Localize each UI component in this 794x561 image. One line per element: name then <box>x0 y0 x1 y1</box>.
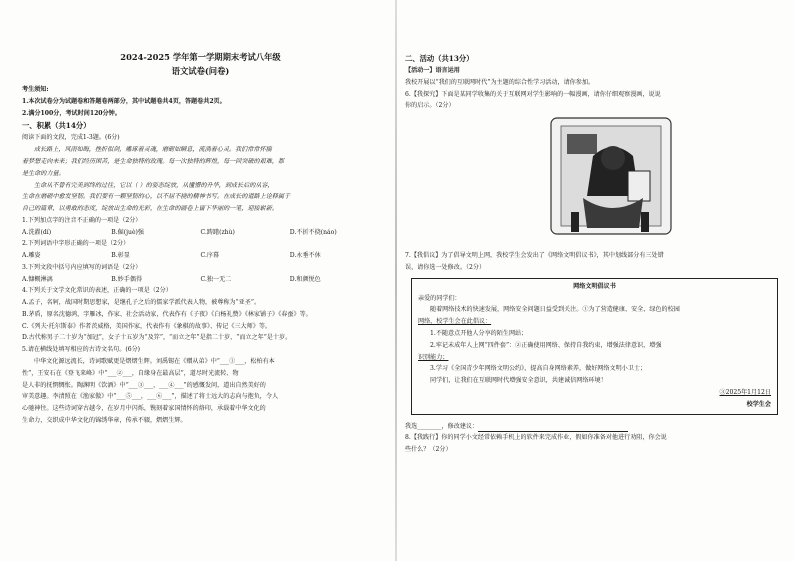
section-heading: 一、积累（共14分） <box>22 121 91 131</box>
question-8: 8.【我践行】你的同学小文经常依赖手机上的软件来完成作业，假如你准备对他进行劝阻，你会说 <box>405 434 667 442</box>
option: A.洗濯(dí) <box>22 228 52 236</box>
proposal-title: 网络文明倡议书 <box>573 282 616 290</box>
option: B.妙手偶得 <box>111 275 143 283</box>
option: A.慷概淋漓 <box>22 275 53 283</box>
question-5-line: 生命力，交织成中华文化的锦绣华章，传承不辍，熠熠生辉。 <box>22 416 187 424</box>
question-3: 3.下列文段中括号内应填写的词语是（2分） <box>22 263 142 271</box>
answer-line <box>405 421 780 433</box>
proposal-box <box>411 278 778 415</box>
option: D.和颜悦色 <box>289 275 321 283</box>
passage-line: 是生命的力量。 <box>22 169 65 177</box>
question-4: 4.下列关于文学文化常识的表述，正确的一项是（2分） <box>22 287 172 295</box>
answer-blank[interactable] <box>478 423 628 432</box>
question-2-options <box>22 250 379 262</box>
question-5-line: 中华文化源远流长，诗词歌赋更是熠熠生辉。刘禹锡在《赠从弟》中“___①___，松柏有本 <box>34 357 275 365</box>
proposal-signature: 校学生会 <box>746 400 771 408</box>
exam-subtitle: 语文试卷(问卷) <box>171 66 230 76</box>
question-8: 些什么？（2分） <box>405 446 452 454</box>
notice-heading: 考生须知: <box>22 86 49 93</box>
section-heading: 二、活动（共13分） <box>405 54 474 63</box>
question-3-options <box>22 274 379 286</box>
question-7: 误，请你选一处修改。（2分） <box>405 263 486 271</box>
question-5-line: 心驰神往。这些诗词穿古越今，在岁月中闪烁，镌刻着家国情怀的烙印，承载着中华文化的 <box>22 405 266 413</box>
option: C.踌躇(zhù) <box>200 228 235 236</box>
option: A.雕姿 <box>22 252 41 260</box>
question-4-option: D.古代称男子二十岁为“加冠”，女子十五岁为“及笄”，“而立之年”是指二十岁，“而立之年”是十岁。 <box>22 334 292 342</box>
option: B.彰显 <box>111 252 130 260</box>
proposal-item: 2.牢记未成年人上网“四件套”：②正确使用网络、保持自我约束，增强法律意识，增强 <box>430 341 662 349</box>
proposal-item: 1.不随意点开他人分享的陌生网站； <box>430 329 528 337</box>
question-5-line: 性”，王安石在《登飞来峰》中“___②___，自缘身在最高层”，道尽时光流转、物 <box>22 369 239 377</box>
question-7: 7.【我倡议】为了倡导文明上网，我校学生会发出了《网络文明倡议书》，其中划线部分有三处错 <box>405 252 664 260</box>
question-6: 6.【我探究】下面是某同学收集的关于互联网对学生影响的一幅漫画，请你仔细观察漫画，说说 <box>405 90 661 98</box>
question-5-line: 审美意趣。李清照在《渔家傲》中“___⑤___，___⑥___”，描述了将士远大的志向与抱负，令人 <box>22 393 279 401</box>
question-4-option: C.《列夫·托尔斯泰》作者茨威格，美国作家，代表作有《象棋的故事》、传记《三大师》等。 <box>22 322 272 330</box>
question-6: 你的启示。（2分） <box>405 102 455 110</box>
question-4-option: A.孟子，名轲，战国时期思想家，是继孔子之后的儒家学派代表人物，被尊称为“亚圣”。 <box>22 298 261 306</box>
notice-line: 2.满分100分，考试时间120分钟。 <box>22 109 121 117</box>
proposal-item: 同学们，让我们在互联网时代增强安全意识，共建诚信网络环境！ <box>430 377 607 385</box>
option: B.倔(juè)强 <box>111 228 145 236</box>
question-4-option: B.茅盾，原名沈德鸿，字雁冰，作家、社会活动家，代表作有《子夜》《白杨礼赞》《林家铺子》《春蚕》等。 <box>22 310 312 318</box>
option: C.独一无二 <box>200 275 232 283</box>
right-page <box>397 0 794 561</box>
question-2: 2.下列词语中字形正确的一项是（2分） <box>22 240 130 248</box>
cartoon-image <box>533 116 683 238</box>
activity-intro: 我校开展以“我们的互联网时代”为主题的综合性学习活动，请你参加。 <box>405 78 595 86</box>
question-1: 1.下列加点字的注音不正确的一项是（2分） <box>22 216 142 224</box>
option: C.序幕 <box>200 252 220 260</box>
activity-heading: 【活动一】语言运用 <box>405 67 460 74</box>
proposal-body: 随着网络技术的快速发展，网络安全问题日益受到关注。①为了营造健康、安全、绿色的校园 <box>430 306 680 314</box>
passage-line: 生命在磨砺中愈发坚韧。我们要有一颗坚韧的心，以不屈不挠的精神书写。在成长的道路上诠释属于 <box>22 193 291 201</box>
exam-title: 2024-2025 学年第一学期期末考试八年级 <box>120 52 281 62</box>
option: D.不折不挠(náo) <box>289 228 337 236</box>
proposal-date: ③2025年1月12日 <box>719 388 771 396</box>
proposal-item: 识别能力； <box>418 353 449 361</box>
passage-line: 成长路上，风雨如晦，挫折似剑，雕琢着灵魂，磨砺如瞬息，流淌着心灵。我们常常怀揣 <box>34 146 272 154</box>
notice-line: 1.本次试卷分为试题卷和答题卷两部分，其中试题卷共4页，答题卷共2页。 <box>22 97 226 105</box>
proposal-body: 网络，校学生会在此倡议： <box>418 318 492 326</box>
question-5: 5.请在横线处填写相应的古诗文名句。(6分) <box>22 346 141 354</box>
passage-line: 着梦想走向未来；我们经历困苦，是生命独特的玫瑰。每一次独特的辉煌，每一回突破的艰难，都 <box>22 157 285 165</box>
reading-intro: 阅读下面的文段，完成1-3题。(6分) <box>22 134 120 142</box>
passage-line: 生命从不曾有完美到终的过往，它以（ ）的姿态绽放，从懂憬的升华，到成长后的从容， <box>34 181 274 189</box>
option: D.永垂不休 <box>289 252 321 260</box>
question-1-options <box>22 227 379 239</box>
proposal-item: 3.学习《全国青少年网络文明公约》，提高自身网络素养，做好网络文明小卫士； <box>430 365 647 373</box>
proposal-greeting: 亲爱的同学们： <box>418 294 461 302</box>
answer-prompt: 我选________，修改建议： <box>405 422 479 430</box>
question-5-line: 是人非的抚惘惆怅。陶渊明《饮酒》中“___③___，___④___”的感慨发问，道出自然美好的 <box>22 381 266 389</box>
passage-line: 自己的篇章，以勇敢的态度，绽放出生命的光彩，在生命的画卷上留下华丽的一笔，迎接崭新。 <box>22 205 278 213</box>
